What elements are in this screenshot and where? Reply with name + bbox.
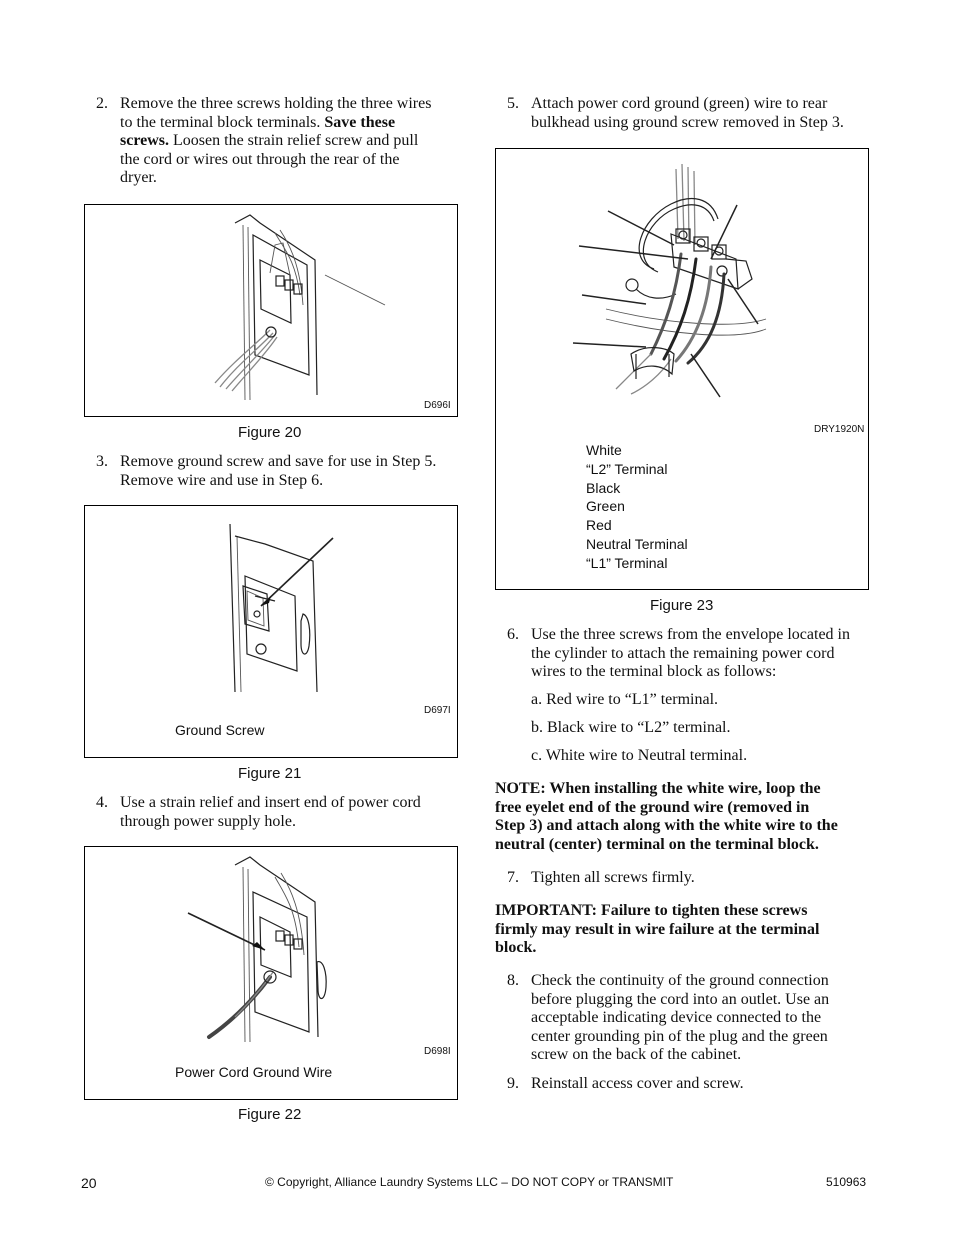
step-9 (507, 1075, 877, 1095)
copyright-notice: © Copyright, Alliance Laundry Systems LLC – DO NOT COPY or TRANSMIT (265, 1175, 674, 1189)
step-number: 2. (96, 95, 108, 112)
legend-black: Black (586, 479, 621, 496)
step-6-line-1: Use the three screws from the envelope located in (531, 626, 850, 643)
note-line-3: Step 3) and attach along with the white wire to the (495, 817, 838, 835)
note-block (495, 780, 875, 854)
step-number: 3. (96, 453, 108, 470)
step-5 (507, 95, 877, 135)
step-8-line-4: center grounding pin of the plug and the green (531, 1027, 828, 1045)
figure-23-caption: Figure 23 (650, 597, 714, 614)
step-2-bold-1: Save these (324, 113, 396, 131)
step-5-line-1: Attach power cord ground (green) wire to rear (531, 95, 828, 112)
step-2-line-3: Loosen the strain relief screw and pull (173, 132, 419, 150)
step-8-line-2: before plugging the cord into an outlet. Use an (531, 990, 830, 1008)
step-3-line-2: Remove wire and use in Step 6. (120, 471, 324, 489)
note-line-1: NOTE: When installing the white wire, loop the (495, 780, 821, 797)
step-2-bold-2: screws. (120, 132, 170, 150)
figure-21-box (84, 505, 458, 758)
note-line-2: free eyelet end of the ground wire (removed in (495, 798, 810, 816)
important-line-1: IMPORTANT: Failure to tighten these screws (495, 902, 808, 919)
step-number: 8. (507, 972, 519, 989)
step-3 (96, 453, 466, 493)
step-number: 5. (507, 95, 519, 112)
step-8-line-1: Check the continuity of the ground connection (531, 972, 829, 989)
substep-c: c. White wire to Neutral terminal. (531, 747, 748, 764)
step-2-line-4: the cord or wires out through the rear of the (120, 150, 400, 168)
step-5-line-2: bulkhead using ground screw removed in Step 3. (531, 113, 844, 131)
document-number: 510963 (826, 1175, 867, 1189)
step-6-line-2: the cylinder to attach the remaining power cord (531, 644, 835, 662)
step-7 (507, 869, 877, 889)
step-2-line-1: Remove the three screws holding the three wires (120, 95, 432, 112)
figure-21-callout-ground-screw: Ground Screw (175, 722, 265, 738)
substep-b: b. Black wire to “L2” terminal. (531, 719, 731, 736)
legend-l2-terminal: “L2” Terminal (586, 460, 668, 477)
figure-22-illustration (85, 847, 459, 1101)
figure-23-box (495, 148, 869, 590)
figure-21-code: D697I (424, 705, 451, 716)
step-3-line-1: Remove ground screw and save for use in Step 5. (120, 453, 437, 470)
legend-red: Red (586, 517, 612, 534)
step-2 (96, 95, 466, 195)
figure-21-caption: Figure 21 (238, 765, 302, 782)
step-2-line-2: to the terminal block terminals. (120, 113, 321, 131)
legend-l1-terminal: “L1” Terminal (586, 554, 668, 571)
step-4-line-1: Use a strain relief and insert end of power cord (120, 794, 421, 811)
step-6 (507, 626, 877, 686)
step-2-line-5: dryer. (120, 169, 157, 187)
step-4-line-2: through power supply hole. (120, 812, 296, 830)
figure-22-caption: Figure 22 (238, 1106, 302, 1123)
legend-neutral-terminal: Neutral Terminal (586, 535, 688, 552)
figure-20-caption: Figure 20 (238, 424, 302, 441)
figure-23-code: DRY1920N (814, 424, 865, 435)
figure-21-illustration (85, 506, 459, 759)
figure-23-legend (586, 441, 688, 573)
substep-a: a. Red wire to “L1” terminal. (531, 691, 719, 708)
step-number: 9. (507, 1075, 519, 1092)
note-line-4: neutral (center) terminal on the terminal block. (495, 835, 819, 853)
step-number: 6. (507, 626, 519, 643)
figure-20-illustration (85, 205, 459, 418)
step-number: 7. (507, 869, 519, 886)
figure-22-box (84, 846, 458, 1100)
figure-22-code: D698I (424, 1046, 451, 1057)
figure-20-code: D696I (424, 400, 451, 411)
step-number: 4. (96, 794, 108, 811)
legend-green: Green (586, 498, 625, 515)
step-4 (96, 794, 466, 834)
step-8-line-5: screw on the back of the cabinet. (531, 1046, 742, 1064)
important-line-3: block. (495, 939, 537, 957)
step-8 (507, 972, 877, 1068)
figure-22-callout-ground-wire: Power Cord Ground Wire (175, 1064, 333, 1080)
step-6-line-3: wires to the terminal block as follows: (531, 663, 777, 681)
page-number: 20 (81, 1175, 97, 1191)
step-9-line-1: Reinstall access cover and screw. (531, 1075, 744, 1092)
legend-white: White (586, 442, 622, 458)
important-block (495, 902, 875, 958)
step-7-line-1: Tighten all screws firmly. (531, 869, 695, 886)
figure-20-box (84, 204, 458, 417)
important-line-2: firmly may result in wire failure at the terminal (495, 920, 820, 938)
step-8-line-3: acceptable indicating device connected to the (531, 1009, 822, 1027)
